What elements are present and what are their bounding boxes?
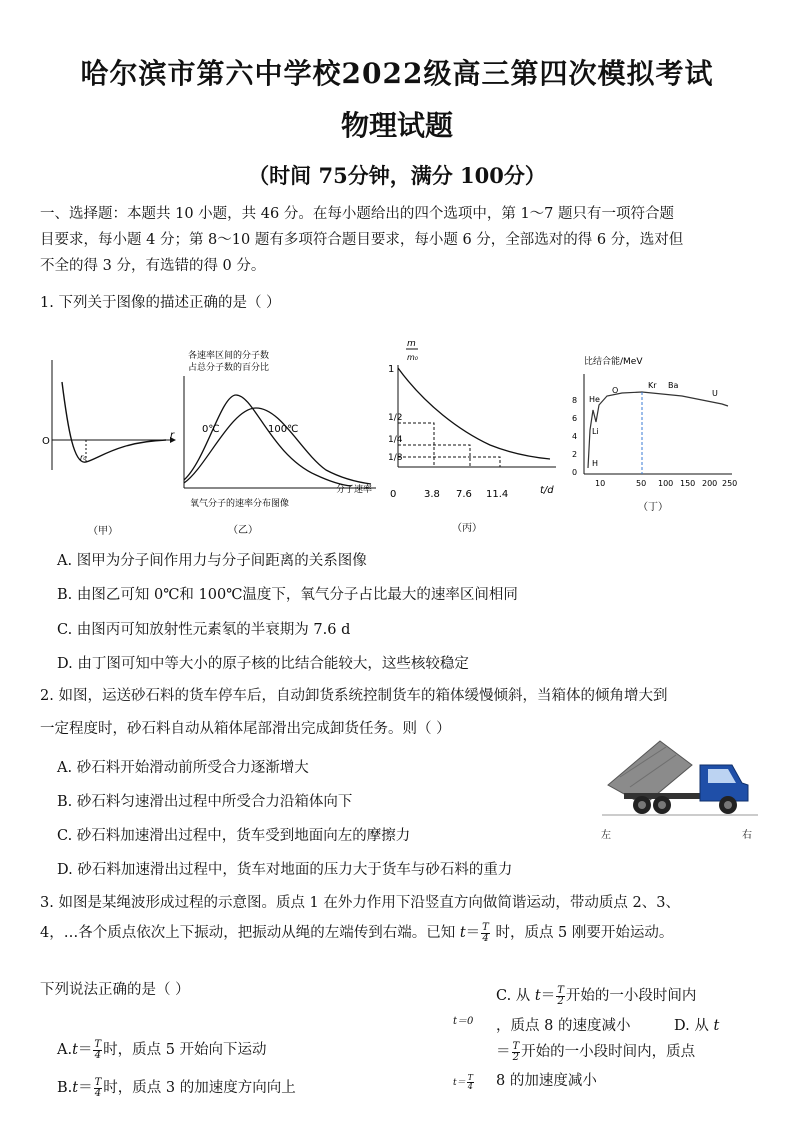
q3-option-c-line2: ，质点 8 的速度减小 [496,1018,631,1034]
q3-option-d-line2: ＝ $\frac{T}{2}$ 开始的一小段时间内，质点 [496,1040,696,1063]
truck-left-label: 左 [601,830,611,841]
fig-c-x-tick-1: 0 [390,489,397,500]
fig-c-y-tick-3: 1/8 [388,453,403,463]
fig-d-label-u: U [712,389,718,398]
q1-option-c: C. 由图丙可知放射性元素氡的半衰期为 7.6 d [57,622,351,638]
q3-option-c-line1: C. 从 t＝ $\frac{T}{2}$ 开始的一小段时间内 [496,984,697,1007]
fig-a-x-label: r [170,430,175,441]
rope-tT4-label: t＝ $\frac{T}{4}$ [453,1073,473,1091]
fig-c-x-tick-3: 7.6 [456,489,472,500]
section-instructions-line1: 一、选择题：本题共 10 小题，共 46 分。在每小题给出的四个选项中，第 1～7 题只有一项符合题 [40,206,675,222]
q1-stem: 1. 下列关于图像的描述正确的是（ ） [40,295,281,311]
fig-d-y-tick-0: 0 [572,468,578,477]
q2-option-a: A. 砂石料开始滑动前所受合力逐渐增大 [57,760,309,776]
q3-option-d-line3: 8 的加速度减小 [496,1073,597,1089]
fig-d-label-o: O [612,386,619,395]
fig-d-y-tick-4: 4 [572,432,578,441]
fig-c-y-one: 1 [388,364,395,375]
q2-option-b: B. 砂石料匀速滑出过程中所受合力沿箱体向下 [57,794,353,810]
fig-b-x-label: 分子速率 [336,485,373,495]
fig-d-y-tick-6: 6 [572,414,578,423]
fig-a-r0: r₀ [80,453,87,462]
fig-d-x-tick-100: 100 [658,479,674,488]
fig-b-y-title-1: 各速率区间的分子数 [188,351,270,361]
fig-d-x-tick-200: 200 [702,479,718,488]
q3-stem-line3: 下列说法正确的是（ ） [40,982,190,998]
fig-c-y-top: m [407,339,416,349]
q3-stem-line1: 3. 如图是某绳波形成过程的示意图。质点 1 在外力作用下沿竖直方向做简谐运动，带动质点 2、3、 [40,895,680,911]
fig-b-caption: （乙） [228,525,258,536]
fig-d-label-he: He [589,395,600,404]
fig-c-x-label: t/d [540,485,554,496]
figure-b [176,340,386,540]
fig-d-y-tick-8: 8 [572,396,578,405]
time-note: （时间 75分钟，满分 100分） [248,163,546,188]
fig-d-x-tick-250: 250 [722,479,738,488]
exam-title: 哈尔滨市第六中学校2022级高三第四次模拟考试 [80,57,714,90]
q2-option-d: D. 砂石料加速滑出过程中，货车对地面的压力大于货车与砂石料的重力 [57,862,513,878]
exam-subtitle: 物理试题 [340,109,453,142]
fig-d-x-tick-50: 50 [636,479,647,488]
fig-c-caption: （丙） [452,523,482,534]
fig-d-label-h: H [592,459,599,468]
q2-option-c: C. 砂石料加速滑出过程中，货车受到地面向左的摩擦力 [57,828,411,844]
rope-t0-label: t＝0 [453,1016,474,1027]
fig-c-y-bot: m₀ [407,353,418,362]
q1-option-d: D. 由丁图可知中等大小的原子核的比结合能较大，这些核较稳定 [57,656,469,672]
fig-b-curve2: 100℃ [268,424,299,435]
fig-a-caption: （甲） [88,526,118,537]
fig-d-label-ba: Ba [668,381,679,390]
fig-b-y-title-2: 占总分子数的百分比 [188,363,270,373]
q2-stem-line2: 一定程度时，砂石料自动从箱体尾部滑出完成卸货任务。则（ ） [40,721,451,737]
q3-option-d-line1: D. 从 t [674,1018,720,1034]
fig-d-y-title: 比结合能/MeV [584,357,643,367]
q3-stem-formula: t＝ $\frac{T}{4}$ [459,921,489,944]
q1-option-a: A. 图甲为分子间作用力与分子间距离的关系图像 [57,553,367,569]
fig-d-x-tick-150: 150 [680,479,696,488]
fig-d-y-tick-2: 2 [572,450,578,459]
figure-a [38,350,178,540]
fig-c-y-tick-2: 1/4 [388,435,403,445]
q2-stem-line1: 2. 如图，运送砂石料的货车停车后，自动卸货系统控制货车的箱体缓慢倾斜，当箱体的倾角增大到 [40,688,668,704]
truck-right-label: 右 [742,830,752,841]
fig-d-label-li: Li [592,427,599,436]
figure-d [562,350,752,540]
fig-d-label-kr: Kr [648,381,657,390]
fig-d-caption: （丁） [638,502,668,513]
fig-d-x-tick-10: 10 [595,479,606,488]
fig-b-bottom: 氧气分子的速率分布图像 [190,499,290,509]
fig-c-y-tick-1: 1/2 [388,413,403,423]
dump-truck-figure [600,735,760,820]
section-instructions-line3: 不全的得 3 分，有选错的得 0 分。 [40,258,266,274]
fig-c-x-tick-2: 3.8 [424,489,440,500]
q3-option-b: B.t＝ $\frac{T}{4}$ 时，质点 3 的加速度方向向上 [57,1076,296,1099]
fig-c-x-tick-4: 11.4 [486,489,509,500]
q1-option-b: B. 由图乙可知 0℃和 100℃温度下，氧气分子占比最大的速率区间相同 [57,587,518,603]
q3-option-a: A.t＝ $\frac{T}{4}$ 时，质点 5 开始向下运动 [57,1038,267,1061]
fig-a-origin: O [42,436,50,447]
figure-c [380,335,570,540]
fig-b-curve1: 0℃ [202,424,220,435]
section-instructions-line2: 目要求，每小题 4 分；第 8～10 题有多项符合题目要求，每小题 6 分，全部选对的得 6 分，选对但 [40,232,684,248]
q3-stem-line2: 4，…各个质点依次上下振动，把振动从绳的左端传到右端。已知 t＝ $\frac{T}{4}$ 时，质点 5 刚要开始运动。 [40,921,674,944]
